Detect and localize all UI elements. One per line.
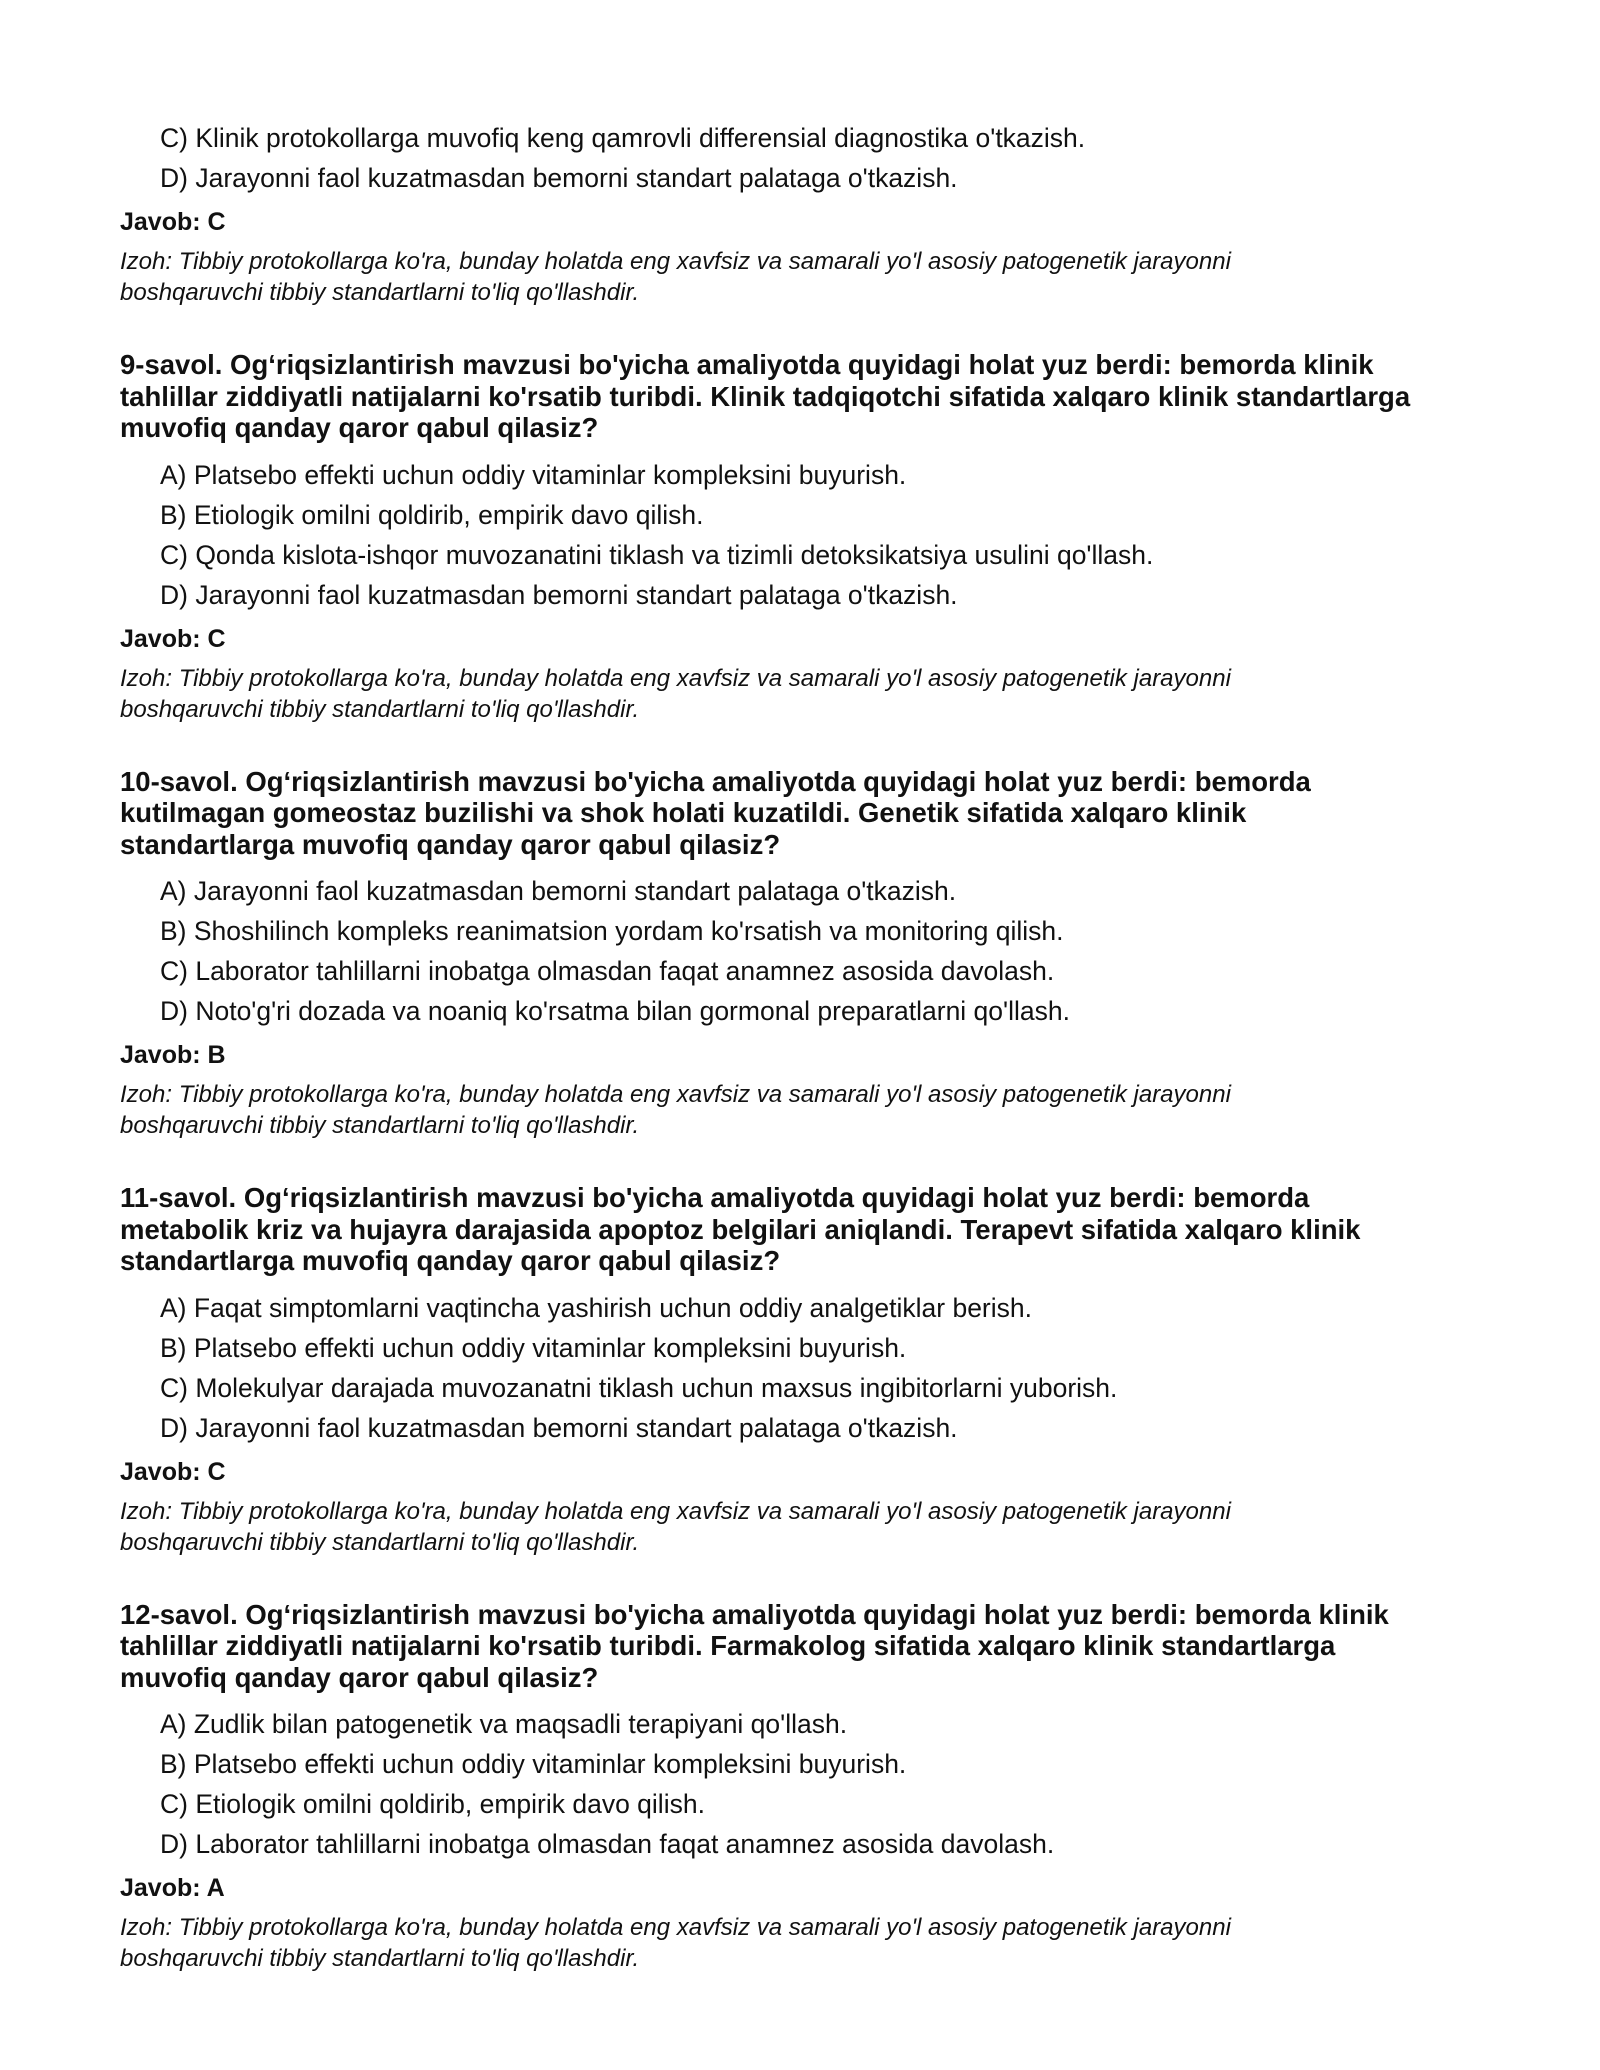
option-list bbox=[120, 1288, 1480, 1448]
option-a: A) Platsebo effekti uchun oddiy vitaminlar kompleksini buyurish. bbox=[160, 459, 907, 490]
question-title bbox=[120, 766, 1480, 861]
note-line: Izoh: Tibbiy protokollarga ko'ra, bunday holatda eng xavfsiz va samarali yo'l asosiy patogenetik jarayonni bbox=[120, 1497, 1231, 1525]
question-title bbox=[120, 349, 1480, 444]
option-a: A) Faqat simptomlarni vaqtincha yashirish uchun oddiy analgetiklar berish. bbox=[160, 1292, 1032, 1323]
option-list bbox=[120, 455, 1480, 615]
note-line: Izoh: Tibbiy protokollarga ko'ra, bunday holatda eng xavfsiz va samarali yo'l asosiy patogenetik jarayonni bbox=[120, 1081, 1231, 1108]
answer-label: Javob: A bbox=[120, 1874, 225, 1902]
title-line: standartlarga muvofiq qanday qaror qabul qilasiz? bbox=[120, 1245, 781, 1276]
option-list bbox=[120, 871, 1480, 1031]
option-d: D) Jarayonni faol kuzatmasdan bemorni standart palataga o'tkazish. bbox=[160, 579, 958, 610]
note-line: Izoh: Tibbiy protokollarga ko'ra, bunday holatda eng xavfsiz va samarali yo'l asosiy patogenetik jarayonni bbox=[120, 1914, 1231, 1941]
question-9 bbox=[120, 349, 1480, 725]
explanation-note bbox=[120, 663, 1480, 725]
option-b: B) Shoshilinch kompleks reanimatsion yordam ko'rsatish va monitoring qilish. bbox=[160, 916, 1064, 946]
title-line: 11-savol. Og‘riqsizlantirish mavzusi bo'yicha amaliyotda quyidagi holat yuz berdi: bemorda bbox=[120, 1182, 1310, 1213]
option-c: C) Qonda kislota-ishqor muvozanatini tiklash va tizimli detoksikatsiya usulini qo'llash. bbox=[160, 539, 1154, 570]
title-line: tahlillar ziddiyatli natijalarni ko'rsatib turibdi. Klinik tadqiqotchi sifatida xalqaro klinik standartlarga bbox=[120, 380, 1411, 412]
note-line: Izoh: Tibbiy protokollarga ko'ra, bunday holatda eng xavfsiz va samarali yo'l asosiy patogenetik jarayonni bbox=[120, 664, 1231, 692]
option-a: A) Zudlik bilan patogenetik va maqsadli terapiyani qo'llash. bbox=[160, 1709, 848, 1739]
explanation-note bbox=[120, 1079, 1480, 1141]
answer-label: Javob: C bbox=[120, 624, 226, 653]
title-line: kutilmagan gomeostaz buzilishi va shok holati kuzatildi. Genetik sifatida xalqaro klinik bbox=[120, 797, 1247, 828]
note-line: Izoh: Tibbiy protokollarga ko'ra, bunday holatda eng xavfsiz va samarali yo'l asosiy patogenetik jarayonni bbox=[120, 248, 1231, 275]
note-line: boshqaruvchi tibbiy standartlarni to'liq qo'llashdir. bbox=[120, 279, 640, 306]
answer-label: Javob: B bbox=[120, 1041, 226, 1069]
option-d: D) Jarayonni faol kuzatmasdan bemorni standart palataga o'tkazish. bbox=[160, 163, 958, 193]
explanation-note bbox=[120, 1496, 1480, 1558]
title-line: tahlillar ziddiyatli natijalarni ko'rsatib turibdi. Farmakolog sifatida xalqaro klinik standartlarga bbox=[120, 1630, 1336, 1661]
option-c: C) Molekulyar darajada muvozanatni tiklash uchun maxsus ingibitorlarni yuborish. bbox=[160, 1372, 1118, 1403]
question-11 bbox=[120, 1182, 1480, 1558]
question-8-continuation bbox=[120, 118, 1480, 308]
option-d: D) Laborator tahlillarni inobatga olmasdan faqat anamnez asosida davolash. bbox=[160, 1829, 1055, 1859]
note-line: boshqaruvchi tibbiy standartlarni to'liq qo'llashdir. bbox=[120, 1528, 640, 1556]
option-list bbox=[120, 118, 1480, 198]
note-line: boshqaruvchi tibbiy standartlarni to'liq qo'llashdir. bbox=[120, 695, 640, 723]
option-a: A) Jarayonni faol kuzatmasdan bemorni standart palataga o'tkazish. bbox=[160, 876, 957, 906]
explanation-note bbox=[120, 1912, 1480, 1974]
question-10 bbox=[120, 766, 1480, 1142]
title-line: 10-savol. Og‘riqsizlantirish mavzusi bo'yicha amaliyotda quyidagi holat yuz berdi: bemorda bbox=[120, 765, 1311, 797]
title-line: 12-savol. Og‘riqsizlantirish mavzusi bo'yicha amaliyotda quyidagi holat yuz berdi: bemorda klinik bbox=[120, 1598, 1389, 1630]
question-12 bbox=[120, 1599, 1480, 1975]
title-line: standartlarga muvofiq qanday qaror qabul qilasiz? bbox=[120, 828, 781, 860]
option-d: D) Jarayonni faol kuzatmasdan bemorni standart palataga o'tkazish. bbox=[160, 1412, 958, 1443]
answer-label: Javob: C bbox=[120, 1457, 226, 1486]
option-c: C) Laborator tahlillarni inobatga olmasdan faqat anamnez asosida davolash. bbox=[160, 956, 1055, 986]
explanation-note bbox=[120, 246, 1480, 308]
option-c: C) Klinik protokollarga muvofiq keng qamrovli differensial diagnostika o'tkazish. bbox=[160, 123, 1086, 153]
question-title bbox=[120, 1182, 1480, 1277]
title-line: muvofiq qanday qaror qabul qilasiz? bbox=[120, 1661, 599, 1693]
option-d: D) Noto'g'ri dozada va noaniq ko'rsatma bilan gormonal preparatlarni qo'llash. bbox=[160, 996, 1070, 1026]
option-b: B) Platsebo effekti uchun oddiy vitaminlar kompleksini buyurish. bbox=[160, 1332, 907, 1363]
option-b: B) Platsebo effekti uchun oddiy vitaminlar kompleksini buyurish. bbox=[160, 1749, 907, 1779]
answer-label: Javob: C bbox=[120, 208, 226, 236]
title-line: 9-savol. Og‘riqsizlantirish mavzusi bo'yicha amaliyotda quyidagi holat yuz berdi: bemorda klinik bbox=[120, 349, 1374, 380]
title-line: metabolik kriz va hujayra darajasida apoptoz belgilari aniqlandi. Terapevt sifatida xalqaro klinik bbox=[120, 1213, 1361, 1245]
title-line: muvofiq qanday qaror qabul qilasiz? bbox=[120, 412, 599, 443]
note-line: boshqaruvchi tibbiy standartlarni to'liq qo'llashdir. bbox=[120, 1112, 640, 1139]
note-line: boshqaruvchi tibbiy standartlarni to'liq qo'llashdir. bbox=[120, 1945, 640, 1972]
document-page bbox=[120, 118, 1480, 1974]
option-b: B) Etiologik omilni qoldirib, empirik davo qilish. bbox=[160, 499, 704, 530]
option-c: C) Etiologik omilni qoldirib, empirik davo qilish. bbox=[160, 1789, 705, 1819]
option-list bbox=[120, 1704, 1480, 1864]
question-title bbox=[120, 1599, 1480, 1694]
